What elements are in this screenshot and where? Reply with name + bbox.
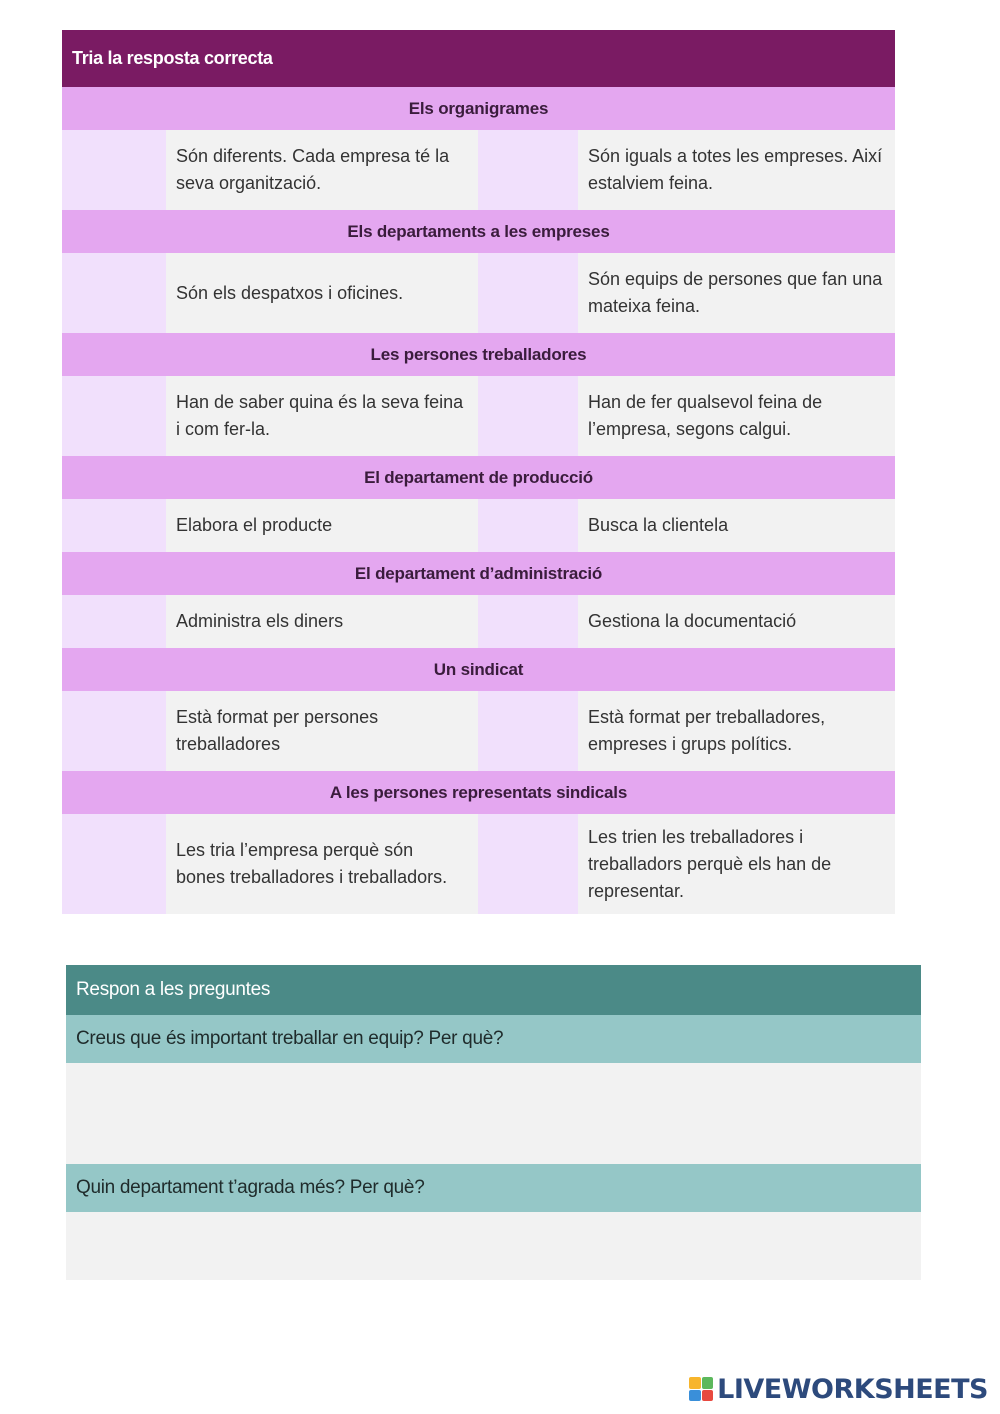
- open-questions-header: Respon a les preguntes: [66, 965, 921, 1015]
- question-title: El departament de producció: [62, 456, 895, 499]
- option-b-text: Gestiona la documentació: [578, 595, 895, 648]
- option-a-select-box[interactable]: [62, 814, 166, 914]
- option-a-select-box[interactable]: [62, 691, 166, 771]
- liveworksheets-logo-icon: [689, 1377, 713, 1401]
- answer-row: [62, 499, 895, 552]
- option-a-text: Són diferents. Cada empresa té la seva organització.: [166, 130, 478, 210]
- logo-text: LIVEWORKSHEETS: [717, 1373, 988, 1405]
- option-b-select-box[interactable]: [478, 499, 578, 552]
- option-b-text: Han de fer qualsevol feina de l’empresa, segons calgui.: [578, 376, 895, 456]
- option-b-text: Les trien les treballadores i treballadors perquè els han de representar.: [578, 814, 895, 914]
- option-b-text: Busca la clientela: [578, 499, 895, 552]
- logo-square-3: [689, 1390, 701, 1402]
- answer-row: [62, 130, 895, 210]
- answer-field[interactable]: [66, 1212, 921, 1280]
- option-b-select-box[interactable]: [478, 253, 578, 333]
- option-b-select-box[interactable]: [478, 814, 578, 914]
- option-b-text: Està format per treballadores, empreses i grups polítics.: [578, 691, 895, 771]
- option-b-select-box[interactable]: [478, 376, 578, 456]
- logo-square-1: [689, 1377, 701, 1389]
- answer-row: [62, 376, 895, 456]
- option-b-text: Són iguals a totes les empreses. Així estalviem feina.: [578, 130, 895, 210]
- option-a-text: Han de saber quina és la seva feina i com fer-la.: [166, 376, 478, 456]
- answer-field[interactable]: [66, 1063, 921, 1164]
- option-a-select-box[interactable]: [62, 130, 166, 210]
- logo-square-4: [702, 1390, 714, 1402]
- option-a-text: Elabora el producte: [166, 499, 478, 552]
- question-title: Un sindicat: [62, 648, 895, 691]
- option-a-select-box[interactable]: [62, 595, 166, 648]
- option-b-text: Són equips de persones que fan una mateixa feina.: [578, 253, 895, 333]
- open-question: Quin departament t’agrada més? Per què?: [66, 1164, 921, 1212]
- option-a-text: Administra els diners: [166, 595, 478, 648]
- option-b-select-box[interactable]: [478, 595, 578, 648]
- logo-square-2: [702, 1377, 714, 1389]
- answer-row: [62, 691, 895, 771]
- option-b-select-box[interactable]: [478, 130, 578, 210]
- multiple-choice-table: [62, 30, 895, 914]
- option-a-text: Són els despatxos i oficines.: [166, 253, 478, 333]
- question-title: A les persones representats sindicals: [62, 771, 895, 814]
- option-a-select-box[interactable]: [62, 499, 166, 552]
- question-title: Els departaments a les empreses: [62, 210, 895, 253]
- answer-row: [62, 595, 895, 648]
- option-a-select-box[interactable]: [62, 253, 166, 333]
- quiz-header: Tria la resposta correcta: [62, 30, 895, 87]
- answer-row: [62, 253, 895, 333]
- option-b-select-box[interactable]: [478, 691, 578, 771]
- open-question: Creus que és important treballar en equip? Per què?: [66, 1015, 921, 1063]
- question-title: Els organigrames: [62, 87, 895, 130]
- option-a-select-box[interactable]: [62, 376, 166, 456]
- question-title: Les persones treballadores: [62, 333, 895, 376]
- option-a-text: Les tria l’empresa perquè són bones treballadores i treballadors.: [166, 814, 478, 914]
- answer-row: [62, 814, 895, 914]
- option-a-text: Està format per persones treballadores: [166, 691, 478, 771]
- open-questions-table: [66, 965, 921, 1280]
- question-title: El departament d’administració: [62, 552, 895, 595]
- liveworksheets-logo: [689, 1374, 988, 1404]
